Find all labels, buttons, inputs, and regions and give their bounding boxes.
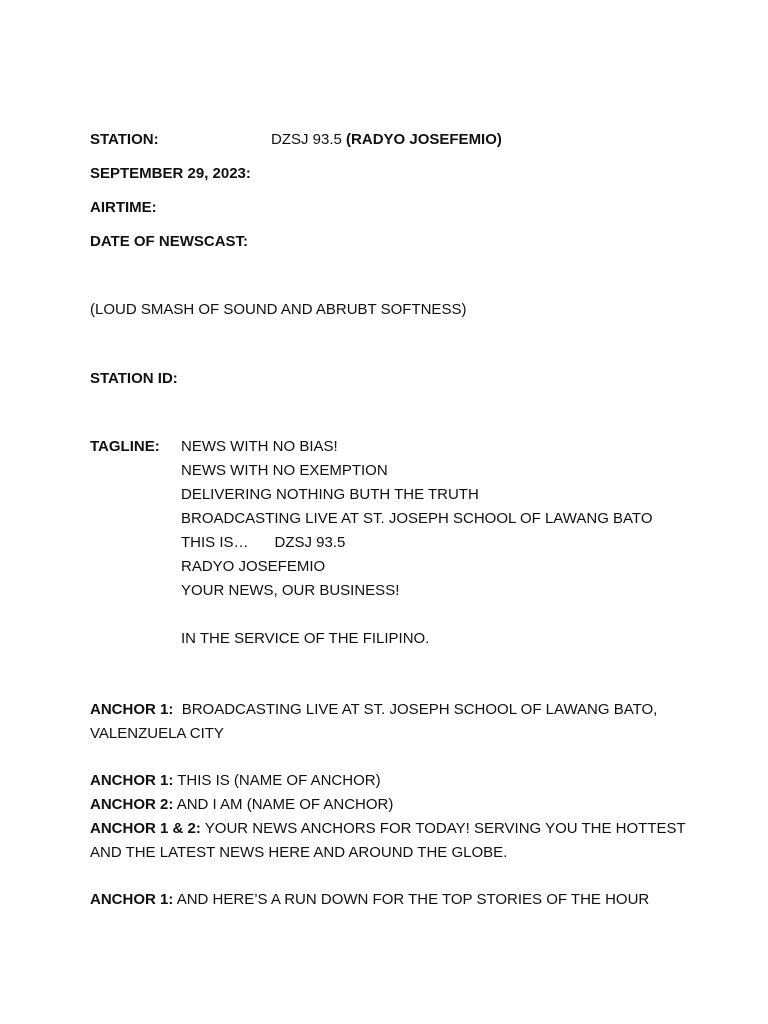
station-label: STATION: bbox=[90, 131, 159, 148]
anchor1-rundown bbox=[90, 890, 649, 910]
tagline-line: NEWS WITH NO EXEMPTION bbox=[181, 462, 388, 479]
tagline-line: NEWS WITH NO BIAS! bbox=[181, 438, 338, 455]
tagline-line: DELIVERING NOTHING BUTH THE TRUTH bbox=[181, 486, 479, 503]
anchor-text: BROADCASTING LIVE AT ST. JOSEPH SCHOOL OF LAWANG BATO, bbox=[181, 701, 658, 718]
anchor-text: YOUR NEWS ANCHORS FOR TODAY! SERVING YOU THE HOTTEST bbox=[204, 820, 686, 837]
station-frequency: DZSJ 93.5 bbox=[271, 131, 342, 148]
this-is-station: DZSJ 93.5 bbox=[274, 534, 346, 551]
anchor-text: AND HERE’S A RUN DOWN FOR THE TOP STORIES OF THE HOUR bbox=[176, 891, 650, 908]
anchor-text: AND I AM (NAME OF ANCHOR) bbox=[176, 796, 394, 813]
this-is-text: THIS IS… bbox=[181, 534, 249, 551]
tagline-this-is bbox=[181, 533, 345, 553]
anchor1-intro-cont: VALENZUELA CITY bbox=[90, 725, 224, 742]
anchor12 bbox=[90, 819, 686, 839]
anchor-label: ANCHOR 1: bbox=[90, 701, 174, 718]
anchor2-name bbox=[90, 795, 393, 815]
anchor12-cont: AND THE LATEST NEWS HERE AND AROUND THE GLOBE. bbox=[90, 844, 508, 861]
date-label: SEPTEMBER 29, 2023: bbox=[90, 165, 251, 182]
sound-cue: (LOUD SMASH OF SOUND AND ABRUBT SOFTNESS) bbox=[90, 301, 467, 318]
tagline-line: BROADCASTING LIVE AT ST. JOSEPH SCHOOL OF LAWANG BATO bbox=[181, 510, 653, 527]
tagline-closing: IN THE SERVICE OF THE FILIPINO. bbox=[181, 630, 430, 647]
anchor1-name bbox=[90, 771, 381, 791]
anchor-label: ANCHOR 2: bbox=[90, 796, 174, 813]
tagline-label: TAGLINE: bbox=[90, 438, 160, 455]
airtime-label: AIRTIME: bbox=[90, 199, 157, 216]
tagline-line: RADYO JOSEFEMIO bbox=[181, 558, 326, 575]
station-value bbox=[271, 130, 502, 150]
anchor-text: THIS IS (NAME OF ANCHOR) bbox=[177, 772, 381, 789]
station-id-label: STATION ID: bbox=[90, 370, 178, 387]
anchor-label: ANCHOR 1: bbox=[90, 772, 174, 789]
anchor-label: ANCHOR 1 & 2: bbox=[90, 820, 201, 837]
station-name: (RADYO JOSEFEMIO) bbox=[346, 131, 502, 148]
tagline-line: YOUR NEWS, OUR BUSINESS! bbox=[181, 582, 400, 599]
newscast-date-label: DATE OF NEWSCAST: bbox=[90, 233, 249, 250]
anchor1-intro bbox=[90, 700, 657, 720]
anchor-label: ANCHOR 1: bbox=[90, 891, 174, 908]
